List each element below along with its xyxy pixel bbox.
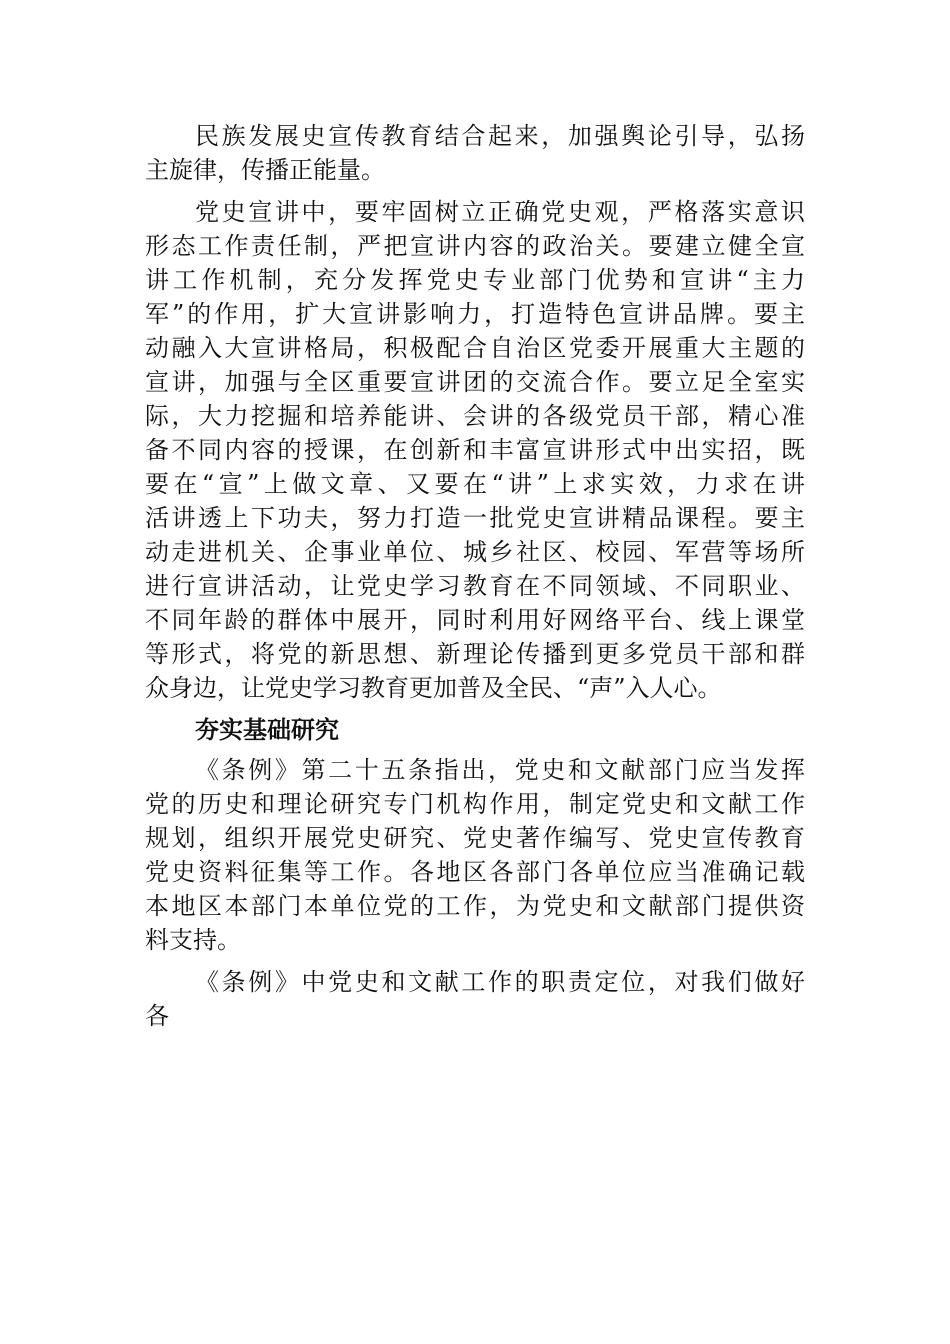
paragraph-3 [145, 753, 805, 957]
paragraph-line: 各 [145, 1002, 169, 1030]
paragraph-line: 党的历史和理论研究专门机构作用，制定党史和文献工作 [145, 790, 805, 818]
paragraph-line: 军”的作用，扩大宣讲影响力，打造特色宣讲品牌。要主 [145, 300, 805, 328]
section-heading: 夯实基础研究 [195, 716, 339, 744]
paragraph-line: 讲工作机制，充分发挥党史专业部门优势和宣讲“主力 [145, 266, 805, 294]
paragraph-line: 主旋律，传播正能量。 [145, 156, 385, 184]
document-body [145, 119, 805, 1033]
paragraph-line: 不同年龄的群体中展开，同时利用好网络平台、线上课堂 [145, 606, 805, 634]
paragraph-line: 本地区本部门本单位党的工作，为党史和文献部门提供资 [145, 892, 805, 920]
paragraph-line: 要在“宣”上做文章、又要在“讲”上求实效，力求在讲 [145, 470, 805, 498]
paragraph-line: 形态工作责任制，严把宣讲内容的政治关。要建立健全宣 [145, 232, 805, 260]
paragraph-line: 规划，组织开展党史研究、党史著作编写、党史宣传教育 [145, 824, 805, 852]
paragraph-4 [145, 965, 805, 1033]
paragraph-line: 《条例》第二十五条指出，党史和文献部门应当发挥 [195, 756, 805, 784]
paragraph-line: 活讲透上下功夫，努力打造一批党史宣讲精品课程。要主 [145, 504, 805, 532]
paragraph-line: 党史资料征集等工作。各地区各部门各单位应当准确记载 [145, 858, 805, 886]
paragraph-line: 备不同内容的授课，在创新和丰富宣讲形式中出实招，既 [145, 436, 805, 464]
paragraph-line: 《条例》中党史和文献工作的职责定位，对我们做好 [195, 968, 805, 996]
paragraph-1 [145, 119, 805, 187]
paragraph-line: 众身边，让党史学习教育更加普及全民、“声”入人心。 [145, 674, 722, 702]
paragraph-line: 党史宣讲中，要牢固树立正确党史观，严格落实意识 [195, 198, 805, 226]
paragraph-line: 动融入大宣讲格局，积极配合自治区党委开展重大主题的 [145, 334, 805, 362]
paragraph-line: 等形式，将党的新思想、新理论传播到更多党员干部和群 [145, 640, 805, 668]
paragraph-line: 际，大力挖掘和培养能讲、会讲的各级党员干部，精心准 [145, 402, 805, 430]
paragraph-line: 民族发展史宣传教育结合起来，加强舆论引导，弘扬 [195, 122, 805, 150]
paragraph-line: 宣讲，加强与全区重要宣讲团的交流合作。要立足全室实 [145, 368, 805, 396]
paragraph-2 [145, 195, 805, 705]
paragraph-line: 料支持。 [145, 926, 241, 954]
paragraph-line: 进行宣讲活动，让党史学习教育在不同领域、不同职业、 [145, 572, 805, 600]
paragraph-line: 动走进机关、企事业单位、城乡社区、校园、军营等场所 [145, 538, 805, 566]
